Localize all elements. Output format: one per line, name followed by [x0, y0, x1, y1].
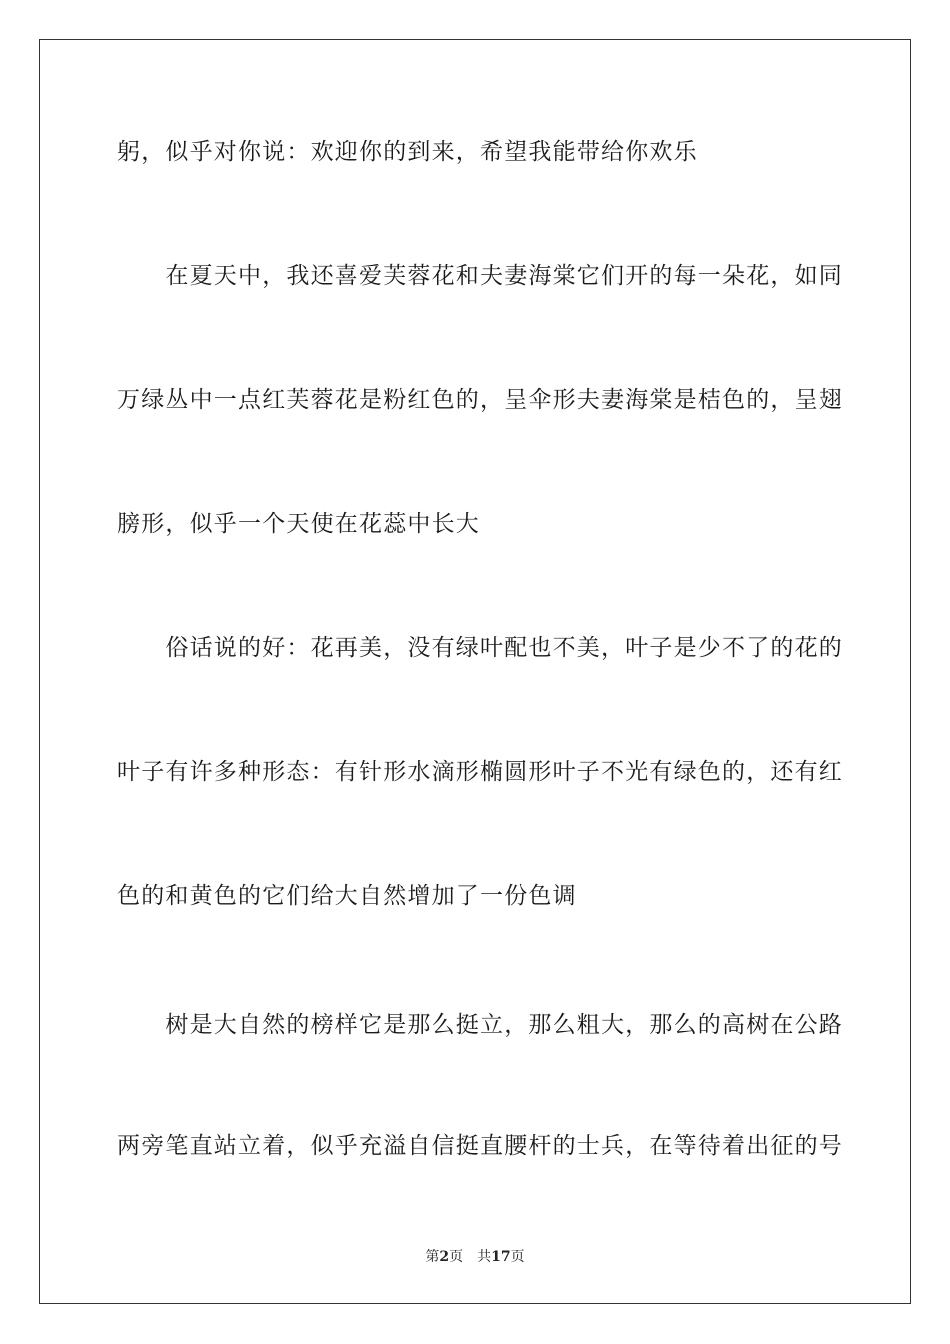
text-line-3: 万绿丛中一点红芙蓉花是粉红色的，呈伞形夫妻海棠是桔色的，呈翅: [117, 387, 843, 413]
page-border: [39, 39, 911, 1304]
total-suffix: 页: [510, 1249, 525, 1265]
text-line-6: 叶子有许多种形态：有针形水滴形椭圆形叶子不光有绿色的，还有红: [117, 759, 843, 785]
text-line-5: 俗话说的好：花再美，没有绿叶配也不美，叶子是少不了的花的: [117, 635, 843, 661]
text-line-8: 树是大自然的榜样它是那么挺立，那么粗大，那么的高树在公路: [117, 1012, 843, 1038]
page-number: 2: [439, 1249, 450, 1265]
page-suffix: 页: [449, 1249, 464, 1265]
text-line-2: 在夏天中，我还喜爱芙蓉花和夫妻海棠它们开的每一朵花，如同: [117, 263, 843, 289]
text-line-1: 躬，似乎对你说：欢迎你的到来，希望我能带给你欢乐: [117, 139, 698, 165]
text-line-7: 色的和黄色的它们给大自然增加了一份色调: [117, 883, 577, 909]
text-line-4: 膀形，似乎一个天使在花蕊中长大: [117, 511, 480, 537]
total-pages: 17: [491, 1249, 511, 1265]
text-line-9: 两旁笔直站立着，似乎充溢自信挺直腰杆的士兵，在等待着出征的号: [117, 1133, 843, 1159]
page-footer: [0, 1246, 950, 1266]
page-prefix: 第: [425, 1249, 440, 1265]
total-prefix: 共: [477, 1249, 492, 1265]
